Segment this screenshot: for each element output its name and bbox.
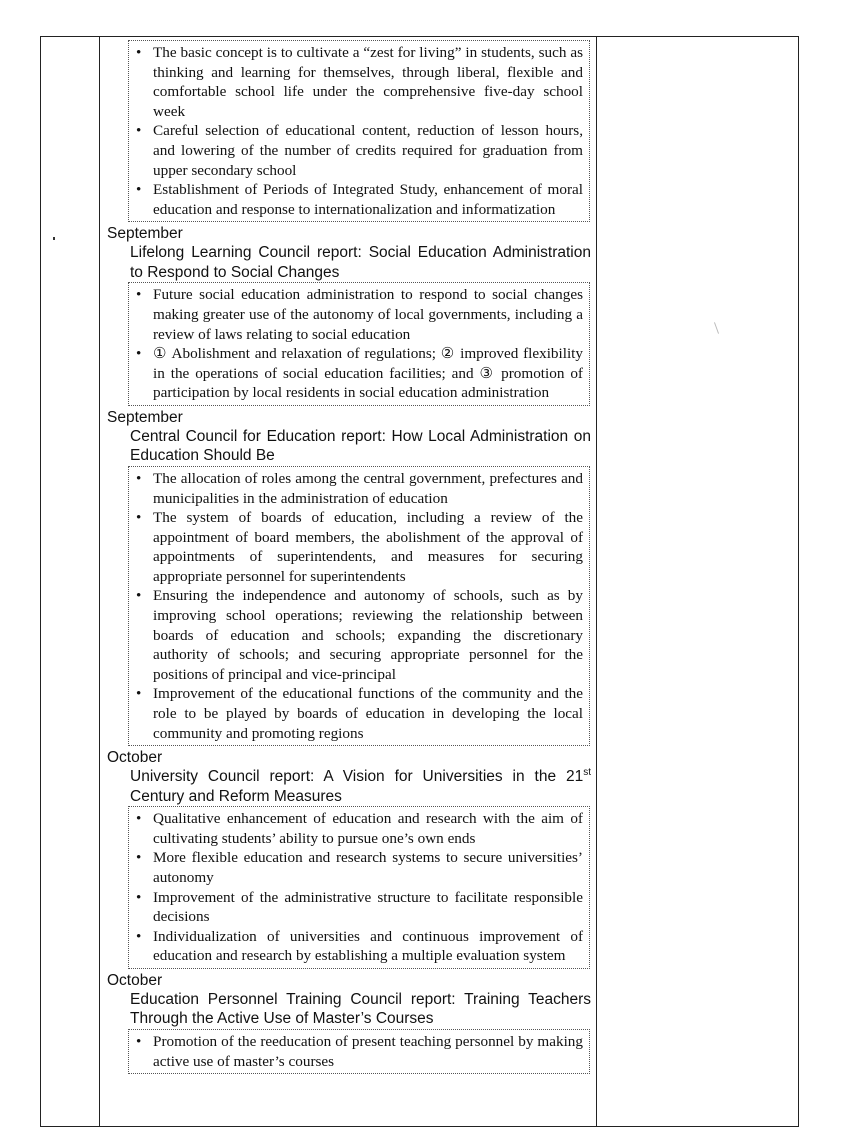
- section-title: [130, 767, 591, 806]
- column-divider-left: [99, 36, 100, 1126]
- bullet-item: • Future social education administration to respond to social changes making greater use of the autonomy of local governments, including a review of laws relating to social education: [153, 285, 583, 344]
- section-title-text-rest: Century and Reform Measures: [130, 787, 342, 805]
- section-continued: [101, 40, 593, 222]
- bullet-item: • Careful selection of educational content, reduction of lesson hours, and lowering of the number of credits required for graduation from upper secondary school: [153, 121, 583, 180]
- content-column: [101, 40, 593, 1076]
- bullet-item: • Ensuring the independence and autonomy of schools, such as by improving school operations; reviewing the relationship between boards of education and schools; expanding the discretionary authority of schools; and securing appropriate personnel for the positions of principal and vice-principal: [153, 586, 583, 684]
- section-title: Education Personnel Training Council report: Training Teachers Through the Active Use of Master’s Courses: [130, 990, 591, 1028]
- bullet-item: • The allocation of roles among the central government, prefectures and municipalities in the administration of education: [153, 469, 583, 508]
- bullet-box: [128, 40, 590, 222]
- bullet-item: • The basic concept is to cultivate a “zest for living” in students, such as thinking and learning for themselves, through liberal, flexible and comfortable school life under the comprehensive five-day school week: [153, 43, 583, 121]
- section-month: October: [107, 971, 163, 989]
- bullet-box: [128, 466, 590, 746]
- bullet-item: • Improvement of the educational functions of the community and the role to be played by boards of education in developing the local community and promoting regions: [153, 684, 583, 743]
- section-local-administration: [101, 408, 593, 746]
- section-title-superscript: st: [583, 767, 591, 779]
- bullet-item: • Promotion of the reeducation of present teaching personnel by making active use of master’s courses: [153, 1032, 583, 1071]
- bullet-box: [128, 1029, 590, 1074]
- bullet-item: • Improvement of the administrative structure to facilitate responsible decisions: [153, 888, 583, 927]
- section-month: October: [107, 749, 163, 767]
- section-personnel-training: [101, 971, 593, 1074]
- bullet-box: [128, 282, 590, 406]
- section-title: Central Council for Education report: How Local Administration on Education Should Be: [130, 427, 591, 465]
- bullet-item: • Establishment of Periods of Integrated Study, enhancement of moral education and response to internationalization and informatization: [153, 180, 583, 219]
- bullet-item: • The system of boards of education, including a review of the appointment of board members, the abolishment of the approval of appointments of superintendents, and measures for securing appropriate personnel for superintendents: [153, 508, 583, 586]
- bullet-box: [128, 806, 590, 969]
- bullet-item: • Individualization of universities and continuous improvement of education and research by establishing a multiple evaluation system: [153, 927, 583, 966]
- scan-speck: [53, 237, 55, 240]
- section-month: September: [107, 225, 183, 243]
- bullet-item: • Qualitative enhancement of education and research with the aim of cultivating students’ ability to pursue one’s own ends: [153, 809, 583, 848]
- section-month: September: [107, 408, 183, 426]
- bullet-item: • More flexible education and research systems to secure universities’ autonomy: [153, 848, 583, 887]
- bullet-item: • ① Abolishment and relaxation of regulations; ② improved flexibility in the operations of social education facilities; and ③ promotion of participation by local residents in social education administration: [153, 344, 583, 403]
- section-title-text: University Council report: A Vision for Universities in the 21: [130, 768, 584, 786]
- column-divider-right: [596, 36, 597, 1126]
- section-lifelong-learning: [101, 224, 593, 406]
- section-title: Lifelong Learning Council report: Social Education Administration to Respond to Social Changes: [130, 244, 591, 281]
- section-university-council: [101, 748, 593, 969]
